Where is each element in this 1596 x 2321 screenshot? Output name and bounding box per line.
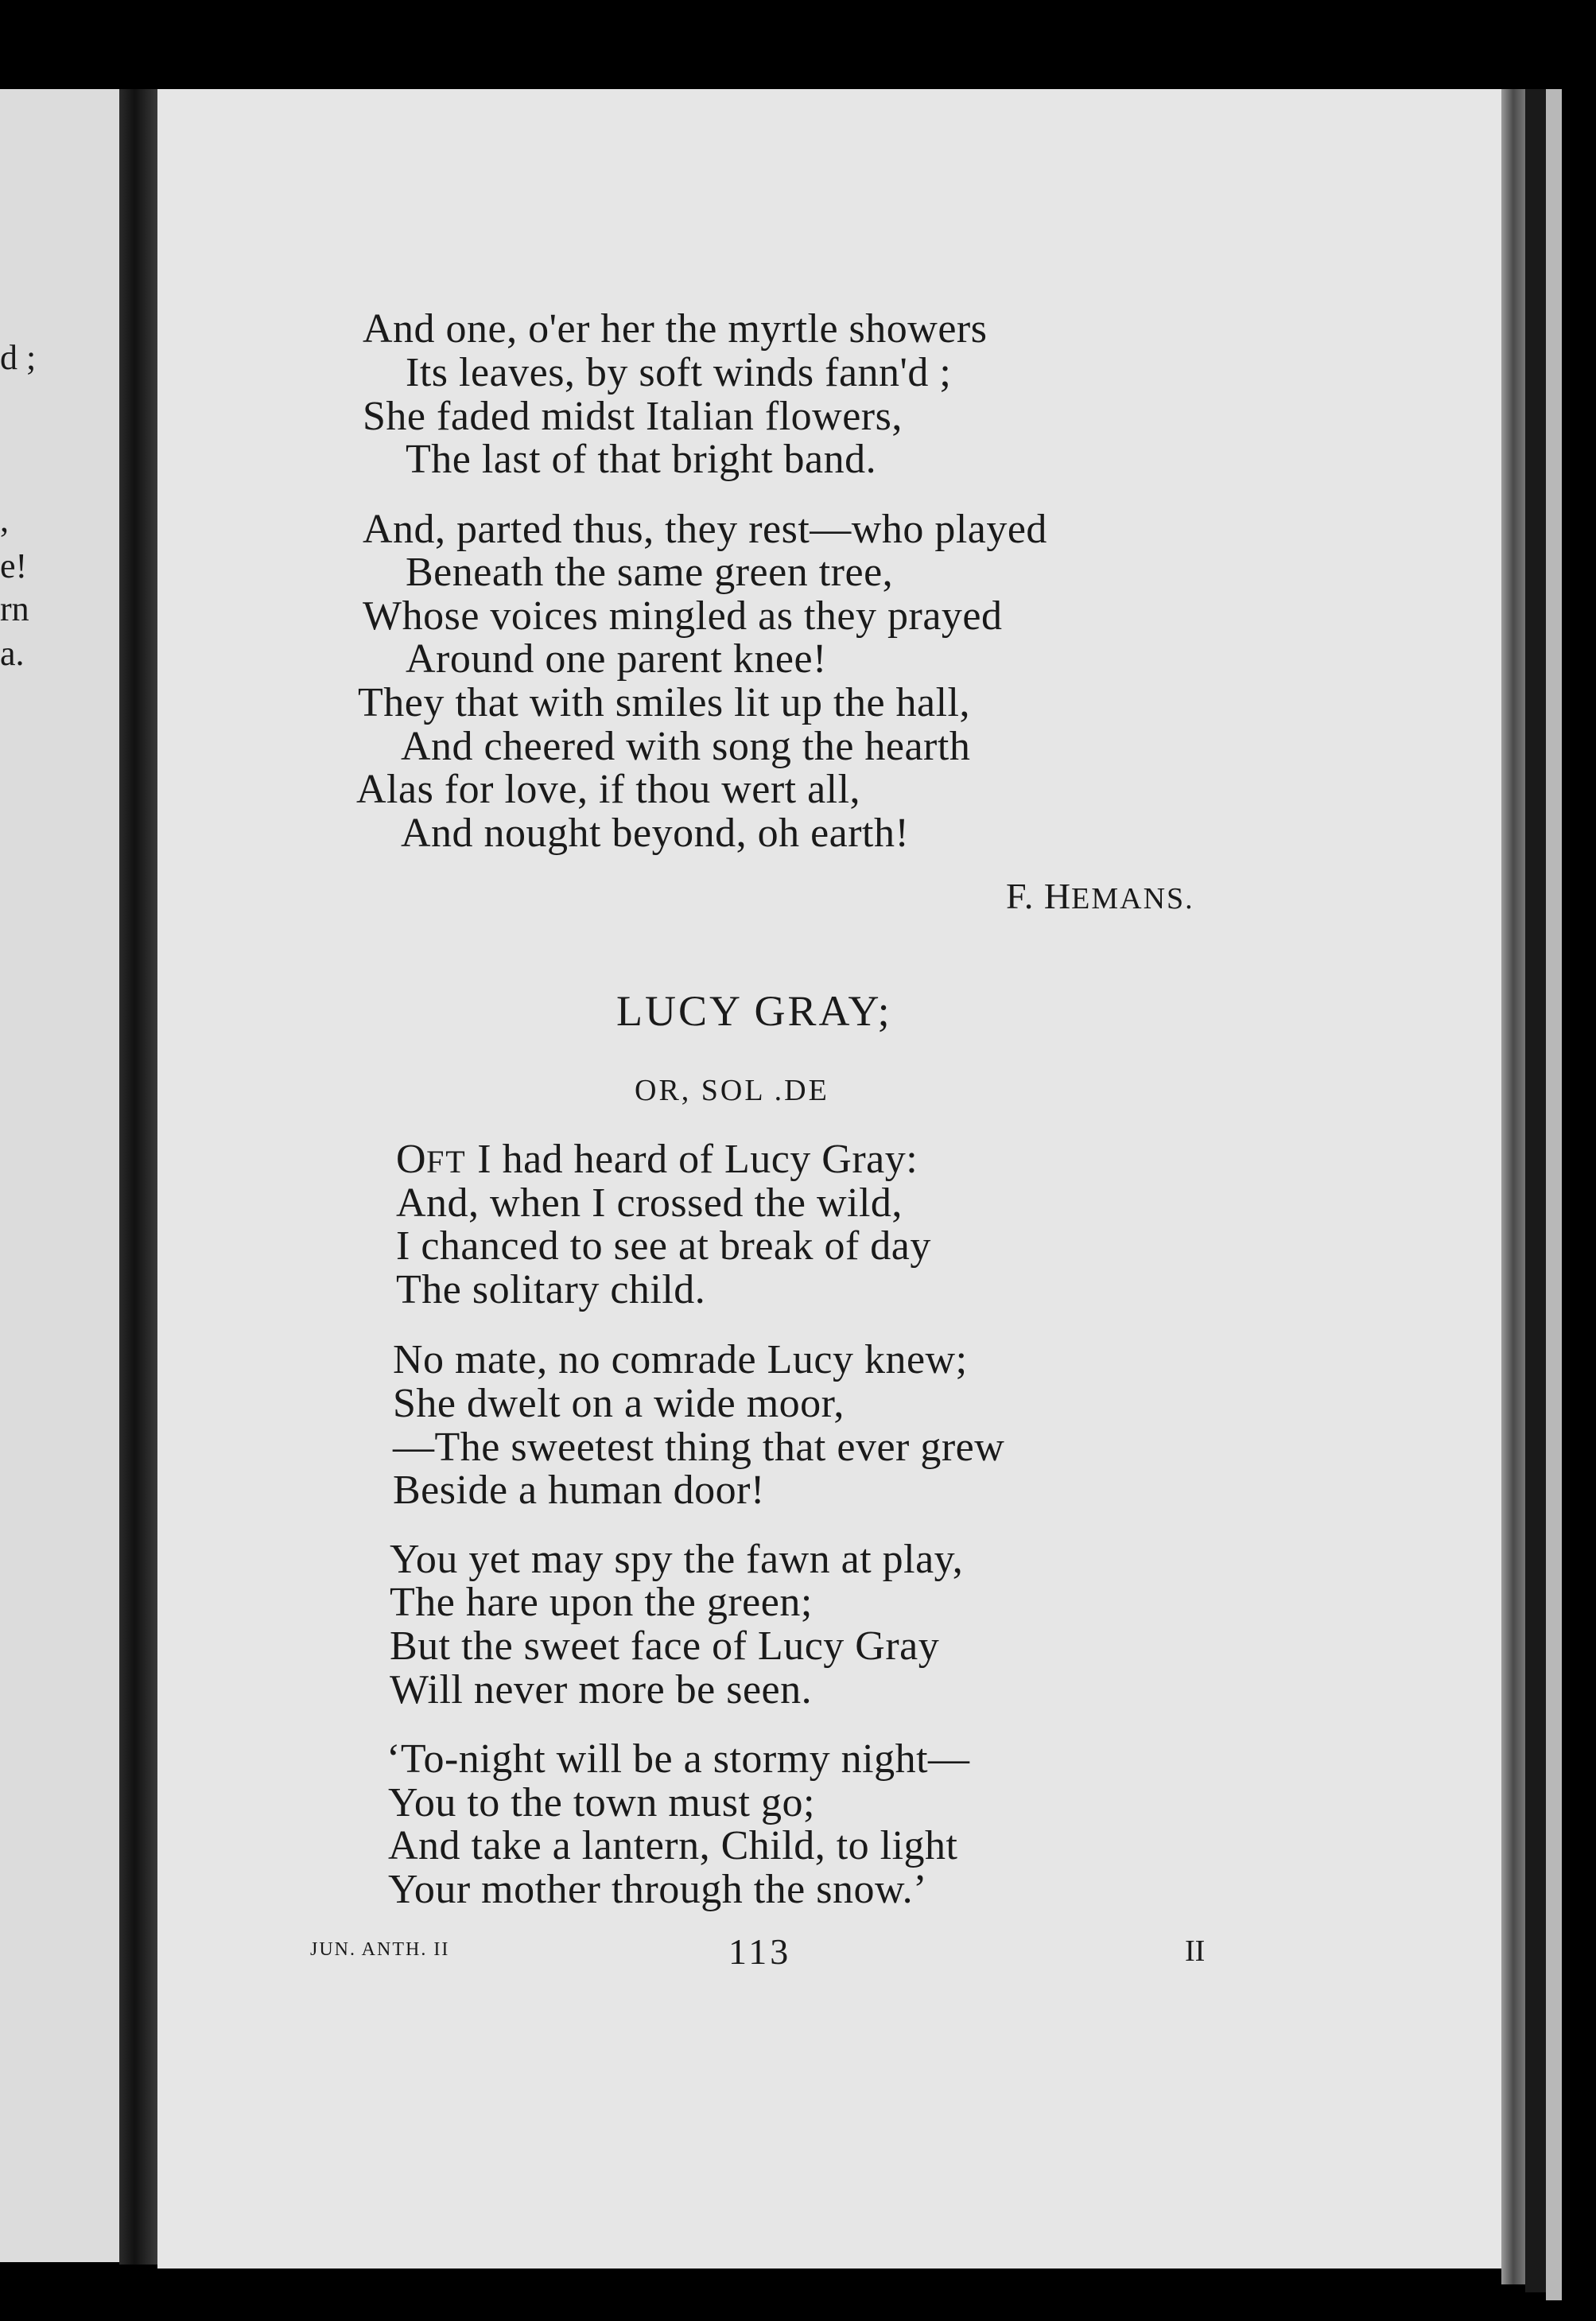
binding-edge: [1525, 89, 1546, 2292]
poem-line: The hare upon the green;: [390, 1580, 813, 1625]
poem-subtitle: OR, SOL .DE: [635, 1074, 829, 1107]
fragment-1: d ;: [0, 338, 37, 377]
poem-line: ‘To-night will be a stormy night—: [386, 1736, 970, 1782]
poem-line: I chanced to see at break of day: [396, 1223, 931, 1269]
poem-line: And cheered with song the hearth: [401, 724, 971, 769]
book-page: [157, 89, 1501, 2269]
poem-line: You to the town must go;: [388, 1780, 815, 1825]
poem-line: No mate, no comrade Lucy knew;: [393, 1337, 968, 1382]
poem-line: [396, 1139, 918, 1180]
first-word-smallcaps: FT: [426, 1144, 467, 1180]
poem-title: LUCY GRAY;: [616, 987, 892, 1035]
poem-line: She faded midst Italian flowers,: [363, 394, 903, 439]
poem-attribution: [1006, 875, 1194, 917]
attribution-initial: F. H: [1006, 876, 1072, 916]
poem-line: Around one parent knee!: [406, 636, 827, 682]
poem-line: Beside a human door!: [393, 1468, 765, 1513]
poem-line: The solitary child.: [396, 1267, 706, 1312]
poem-line: And, parted thus, they rest—who played: [363, 507, 1047, 552]
page-edge-shadow: [1501, 89, 1525, 2284]
gathering-signature: II: [1185, 1934, 1206, 1968]
signature-mark: JUN. ANTH. II: [310, 1939, 450, 1960]
poem-line: And one, o'er her the myrtle showers: [363, 306, 988, 352]
poem-line: And, when I crossed the wild,: [396, 1180, 903, 1226]
poem-line: They that with smiles lit up the hall,: [358, 680, 971, 725]
fragment-2: ,: [0, 500, 9, 539]
poem-line: But the sweet face of Lucy Gray: [390, 1623, 940, 1669]
poem-line: You yet may spy the fawn at play,: [390, 1537, 964, 1582]
facing-page-edge: [0, 89, 119, 2262]
book-edge: [1546, 89, 1562, 2300]
fragment-5: a.: [0, 634, 25, 673]
poem-line: Beneath the same green tree,: [406, 550, 894, 595]
first-line-rest: I had heard of Lucy Gray:: [466, 1137, 918, 1182]
page-number: 113: [728, 1931, 792, 1972]
fragment-4: rn: [0, 589, 29, 628]
poem-line: Will never more be seen.: [390, 1667, 813, 1713]
drop-initial: O: [396, 1137, 427, 1182]
poem-line: Alas for love, if thou wert all,: [356, 767, 861, 812]
poem-line: The last of that bright band.: [406, 437, 877, 482]
poem-line: —The sweetest thing that ever grew: [393, 1425, 1005, 1470]
poem-line: Its leaves, by soft winds fann'd ;: [406, 350, 952, 395]
attribution-rest: EMANS.: [1071, 882, 1194, 916]
poem-line: And nought beyond, oh earth!: [401, 811, 910, 856]
book-gutter: [119, 89, 157, 2265]
poem-line: Your mother through the snow.’: [388, 1867, 927, 1912]
poem-line: Whose voices mingled as they prayed: [363, 593, 1003, 639]
fragment-3: e!: [0, 546, 28, 585]
poem-line: She dwelt on a wide moor,: [393, 1381, 845, 1426]
poem-line: And take a lantern, Child, to light: [388, 1823, 958, 1868]
